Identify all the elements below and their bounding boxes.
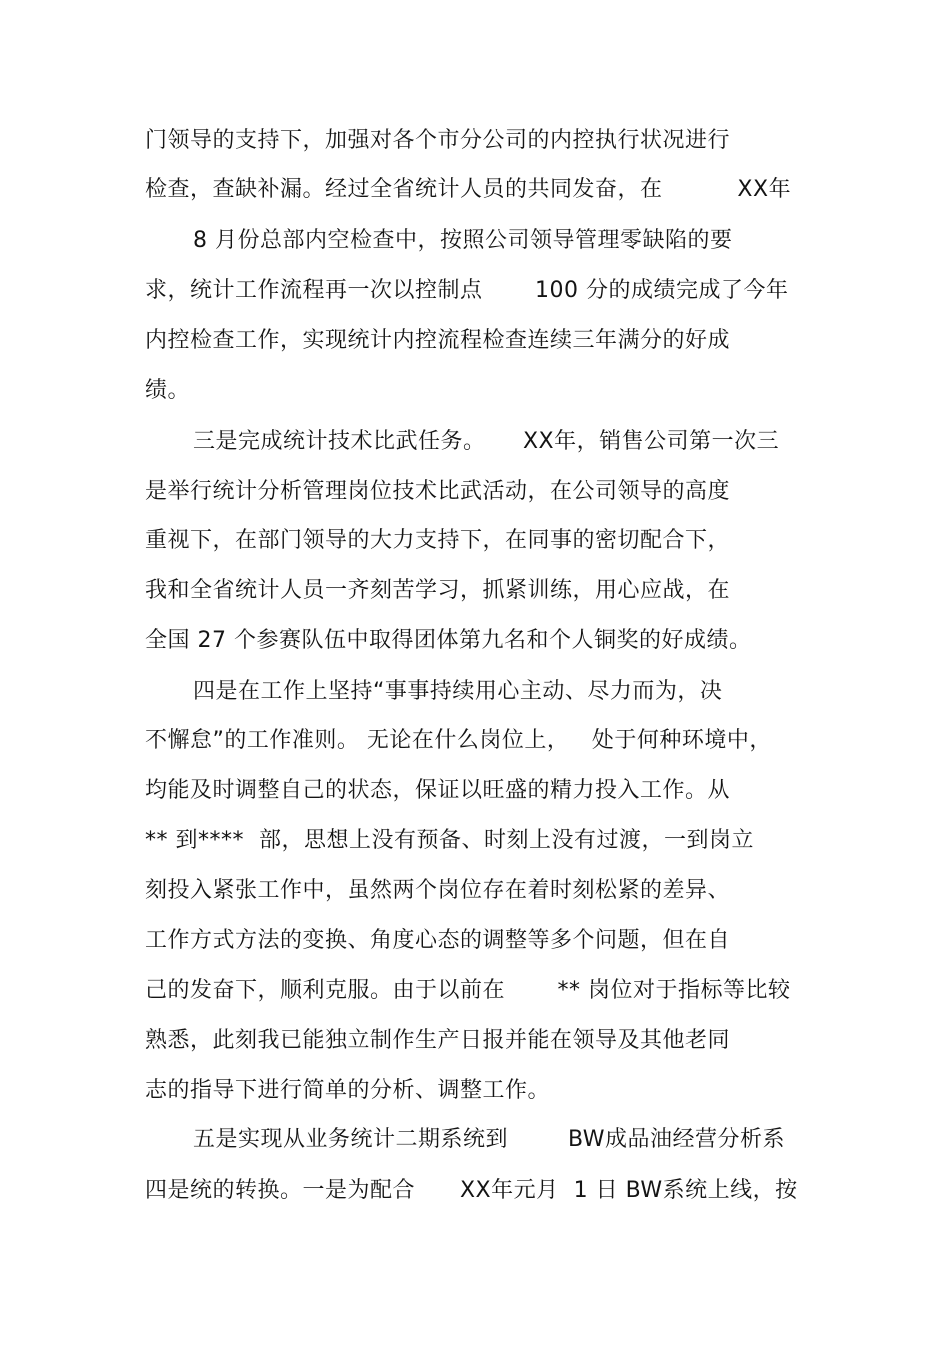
- text-line: 全国 27 个参赛队伍中取得团体第九名和个人铜奖的好成绩。: [145, 628, 752, 653]
- text-line: 8 月份总部内空检查中，按照公司领导管理零缺陷的要: [193, 228, 733, 253]
- text-line: 工作方式方法的变换、角度心态的调整等多个问题，但在自: [145, 928, 731, 953]
- text-line: 求，统计工作流程再一次以控制点 100 分的成绩完成了今年: [145, 278, 789, 303]
- text-line: 门领导的支持下，加强对各个市分公司的内控执行状况进行: [145, 128, 731, 153]
- text-line: 四是统的转换。一是为配合 XX年元月 1 日 BW系统上线，按: [145, 1178, 798, 1203]
- text-line: 绩。: [145, 378, 191, 403]
- text-line: 均能及时调整自己的状态，保证以旺盛的精力投入工作。从: [145, 778, 731, 803]
- paragraph-start-line: 三是完成统计技术比武任务。 XX年，销售公司第一次三: [193, 429, 780, 454]
- text-line: 是举行统计分析管理岗位技术比武活动，在公司领导的高度: [145, 479, 731, 504]
- text-line: ** 到**** 部，思想上没有预备、时刻上没有过渡，一到岗立: [145, 828, 754, 853]
- text-line: 刻投入紧张工作中，虽然两个岗位存在着时刻松紧的差异、: [145, 878, 731, 903]
- text-line: 内控检查工作，实现统计内控流程检查连续三年满分的好成: [145, 328, 731, 353]
- text-line: 志的指导下进行简单的分析、调整工作。: [145, 1078, 551, 1103]
- text-line: 我和全省统计人员一齐刻苦学习，抓紧训练，用心应战，在: [145, 578, 731, 603]
- text-line: 不懈怠”的工作准则。 无论在什么岗位上， 处于何种环境中，: [145, 728, 772, 753]
- text-line: 重视下，在部门领导的大力支持下，在同事的密切配合下，: [145, 528, 731, 553]
- paragraph-start-line: 四是在工作上坚持“事事持续用心主动、尽力而为，决: [193, 679, 723, 704]
- text-line: 己的发奋下，顺利克服。由于以前在 ** 岗位对于指标等比较: [145, 978, 791, 1003]
- text-line: 熟悉，此刻我已能独立制作生产日报并能在领导及其他老同: [145, 1028, 731, 1053]
- text-line: 检查，查缺补漏。经过全省统计人员的共同发奋，在 XX年: [145, 177, 792, 202]
- paragraph-start-line: 五是实现从业务统计二期系统到 BW成品油经营分析系: [193, 1127, 786, 1152]
